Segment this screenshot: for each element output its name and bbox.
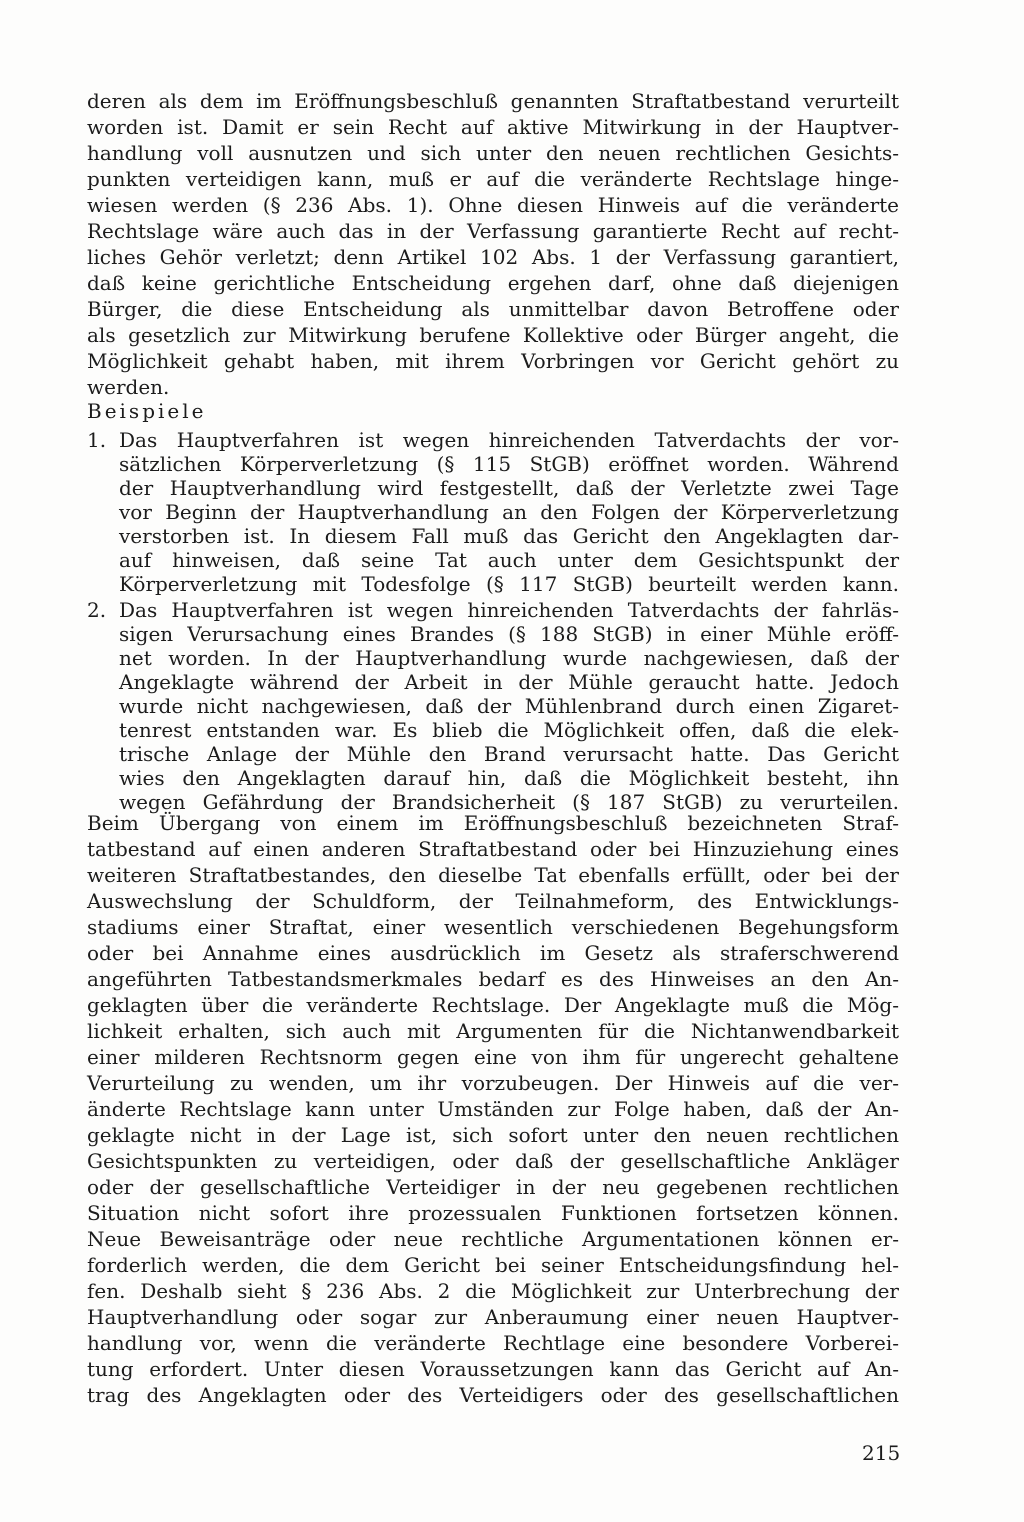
text-line: oder bei Annahme eines ausdrücklich im Gesetz als straferschwerend	[87, 941, 899, 965]
text-line: sigen Verursachung eines Brandes (§ 188 StGB) in einer Mühle eröff-	[119, 622, 899, 646]
text-line: Möglichkeit gehabt haben, mit ihrem Vorbringen vor Gericht gehört zu	[87, 349, 899, 373]
text-line: fen. Deshalb sieht § 236 Abs. 2 die Möglichkeit zur Unterbrechung der	[87, 1279, 899, 1303]
text-line: tatbestand auf einen anderen Straftatbestand oder bei Hinzuziehung eines	[87, 837, 899, 861]
text-line: tenrest entstanden war. Es blieb die Möglichkeit offen, daß die elek-	[119, 718, 899, 742]
text-line: Körperverletzung mit Todesfolge (§ 117 StGB) beurteilt werden kann.	[119, 572, 899, 596]
text-line: oder der gesellschaftliche Verteidiger in der neu gegebenen rechtlichen	[87, 1175, 899, 1199]
text-line: sätzlichen Körperverletzung (§ 115 StGB) eröffnet worden. Während	[119, 452, 899, 476]
text-line: wiesen werden (§ 236 Abs. 1). Ohne diesen Hinweis auf die veränderte	[87, 193, 899, 217]
page-number: 215	[862, 1441, 901, 1465]
text-line: geklagten über die veränderte Rechtslage. Der Angeklagte muß die Mög-	[87, 993, 899, 1017]
text-line: liches Gehör verletzt; denn Artikel 102 Abs. 1 der Verfassung garantiert,	[87, 245, 899, 269]
text-line: weiteren Straftatbestandes, den dieselbe Tat ebenfalls erfüllt, oder bei der	[87, 863, 899, 887]
text-line: deren als dem im Eröffnungsbeschluß genannten Straftatbestand verurteilt	[87, 89, 899, 113]
text-line: lichkeit erhalten, sich auch mit Argumenten für die Nichtanwendbarkeit	[87, 1019, 899, 1043]
text-line: Bürger, die diese Entscheidung als unmittelbar davon Betroffene oder	[87, 297, 899, 321]
text-line: punkten verteidigen kann, muß er auf die veränderte Rechtslage hinge-	[87, 167, 899, 191]
text-line: Auswechslung der Schuldform, der Teilnahmeform, des Entwicklungs-	[87, 889, 899, 913]
text-line: Neue Beweisanträge oder neue rechtliche Argumentationen können er-	[87, 1227, 899, 1251]
text-line: Rechtslage wäre auch das in der Verfassung garantierte Recht auf recht-	[87, 219, 899, 243]
text-line: handlung voll ausnutzen und sich unter den neuen rechtlichen Gesichts-	[87, 141, 899, 165]
text-line: wurde nicht nachgewiesen, daß der Mühlenbrand durch einen Zigaret-	[119, 694, 899, 718]
text-line: tung erfordert. Unter diesen Voraussetzungen kann das Gericht auf An-	[87, 1357, 899, 1381]
text-line: änderte Rechtslage kann unter Umständen zur Folge haben, daß der An-	[87, 1097, 899, 1121]
text-line: werden.	[87, 375, 170, 399]
text-line: wegen Gefährdung der Brandsicherheit (§ 187 StGB) zu verurteilen.	[119, 790, 899, 814]
text-line: wies den Angeklagten darauf hin, daß die Möglichkeit besteht, ihn	[119, 766, 899, 790]
text-line: Das Hauptverfahren ist wegen hinreichenden Tatverdachts der fahrläs-	[119, 598, 899, 622]
text-line: verstorben ist. In diesem Fall muß das Gericht den Angeklagten dar-	[119, 524, 899, 548]
text-line: geklagte nicht in der Lage ist, sich sofort unter den neuen rechtlichen	[87, 1123, 899, 1147]
text-line: auf hinweisen, daß seine Tat auch unter dem Gesichtspunkt der	[119, 548, 899, 572]
text-line: stadiums einer Straftat, einer wesentlich verschiedenen Begehungsform	[87, 915, 899, 939]
text-line: worden ist. Damit er sein Recht auf aktive Mitwirkung in der Hauptver-	[87, 115, 899, 139]
text-line: einer milderen Rechtsnorm gegen eine von ihm für ungerecht gehaltene	[87, 1045, 899, 1069]
text-line: Angeklagte während der Arbeit in der Mühle geraucht hatte. Jedoch	[119, 670, 899, 694]
text-line: Hauptverhandlung oder sogar zur Anberaumung einer neuen Hauptver-	[87, 1305, 899, 1329]
text-line: als gesetzlich zur Mitwirkung berufene Kollektive oder Bürger angeht, die	[87, 323, 899, 347]
text-line: daß keine gerichtliche Entscheidung ergehen darf, ohne daß diejenigen	[87, 271, 899, 295]
text-line: Situation nicht sofort ihre prozessualen Funktionen fortsetzen können.	[87, 1201, 899, 1225]
text-line: trag des Angeklagten oder des Verteidigers oder des gesellschaftlichen	[87, 1383, 899, 1407]
text-line: vor Beginn der Hauptverhandlung an den Folgen der Körperverletzung	[119, 500, 899, 524]
example-first-line	[87, 597, 899, 623]
text-line: trische Anlage der Mühle den Brand verursacht hatte. Das Gericht	[119, 742, 899, 766]
text-line: Verurteilung zu wenden, um ihr vorzubeugen. Der Hinweis auf die ver-	[87, 1071, 899, 1095]
text-line: forderlich werden, die dem Gericht bei seiner Entscheidungsfindung hel-	[87, 1253, 899, 1277]
section-heading: Beispiele	[87, 399, 207, 423]
text-line: net worden. In der Hauptverhandlung wurde nachgewiesen, daß der	[119, 646, 899, 670]
text-line: angeführten Tatbestandsmerkmales bedarf es des Hinweises an den An-	[87, 967, 899, 991]
example-first-line	[87, 427, 899, 453]
text-line: der Hauptverhandlung wird festgestellt, daß der Verletzte zwei Tage	[119, 476, 899, 500]
text-line: handlung vor, wenn die veränderte Rechtlage eine besondere Vorberei-	[87, 1331, 899, 1355]
example-number: 1.	[87, 428, 107, 452]
text-line: Beim Übergang von einem im Eröffnungsbeschluß bezeichneten Straf-	[87, 811, 899, 835]
text-line: Das Hauptverfahren ist wegen hinreichenden Tatverdachts der vor-	[119, 428, 899, 452]
text-line: Gesichtspunkten zu verteidigen, oder daß der gesellschaftliche Ankläger	[87, 1149, 899, 1173]
example-number: 2.	[87, 598, 107, 622]
